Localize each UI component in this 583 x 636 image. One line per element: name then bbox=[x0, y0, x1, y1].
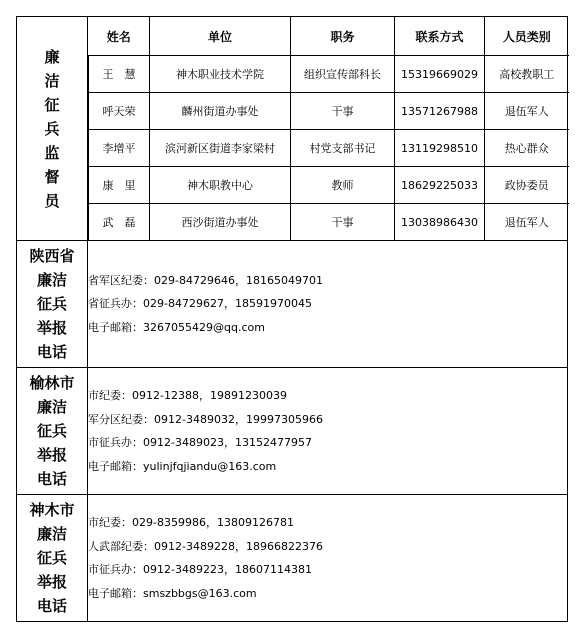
cell-name: 呼天荣 bbox=[89, 93, 150, 130]
label-line: 举报 bbox=[36, 319, 67, 337]
header-name: 姓名 bbox=[89, 17, 150, 56]
contact-line: 省征兵办：029-84729627，18591970045 bbox=[88, 297, 312, 311]
supervisor-block bbox=[17, 17, 568, 241]
supervisor-list bbox=[88, 17, 569, 240]
label-line: 廉洁 bbox=[36, 398, 67, 416]
cell-unit: 西沙街道办事处 bbox=[150, 204, 291, 241]
contact-line: 市纪委：029-8359986，13809126781 bbox=[88, 516, 294, 529]
cell-name: 武 磊 bbox=[89, 204, 150, 241]
hotline-section-province bbox=[17, 241, 568, 368]
label-line: 廉洁 bbox=[36, 525, 67, 543]
cell-category: 政协委员 bbox=[485, 167, 569, 204]
contact-line: 军分区纪委：0912-3489032，19997305966 bbox=[88, 412, 323, 426]
cell-position: 教师 bbox=[291, 167, 395, 204]
label-line: 举报 bbox=[36, 573, 67, 591]
cell-unit: 麟州街道办事处 bbox=[150, 93, 291, 130]
label-line: 征兵 bbox=[36, 422, 67, 440]
cell-category: 退伍军人 bbox=[485, 93, 569, 130]
cell-name: 康 里 bbox=[89, 167, 150, 204]
header-category: 人员类别 bbox=[485, 17, 569, 56]
side-char: 员 bbox=[44, 191, 60, 210]
side-char: 兵 bbox=[44, 119, 60, 138]
contact-line: 省军区纪委：029-84729646，18165049701 bbox=[88, 273, 323, 287]
header-row bbox=[89, 17, 569, 56]
label-line: 陕西省 bbox=[29, 247, 75, 265]
cell-position: 干事 bbox=[291, 204, 395, 241]
supervision-table bbox=[16, 16, 568, 622]
contact-line: 电子邮箱：3267055429@qq.com bbox=[88, 320, 265, 334]
cell-name: 李增平 bbox=[89, 130, 150, 167]
label-line: 举报 bbox=[36, 446, 67, 464]
header-contact: 联系方式 bbox=[395, 17, 485, 56]
section-label bbox=[17, 368, 88, 495]
section-contacts bbox=[88, 368, 568, 495]
cell-position: 村党支部书记 bbox=[291, 130, 395, 167]
header-position: 职务 bbox=[291, 17, 395, 56]
side-char: 征 bbox=[44, 95, 60, 114]
cell-category: 高校教职工 bbox=[485, 56, 569, 93]
cell-category: 退伍军人 bbox=[485, 204, 569, 241]
contact-line: 市征兵办：0912-3489023，13152477957 bbox=[88, 436, 312, 449]
label-line: 电话 bbox=[36, 343, 67, 361]
cell-unit: 滨河新区街道李家梁村 bbox=[150, 130, 291, 167]
contact-line: 市征兵办：0912-3489223，18607114381 bbox=[88, 563, 312, 576]
hotline-section-city bbox=[17, 368, 568, 495]
hotline-section-county bbox=[17, 495, 568, 622]
side-char: 廉 bbox=[44, 47, 60, 66]
cell-phone: 13119298510 bbox=[395, 130, 485, 167]
cell-phone: 15319669029 bbox=[395, 56, 485, 93]
table-row bbox=[89, 130, 569, 167]
cell-position: 组织宣传部科长 bbox=[291, 56, 395, 93]
label-line: 征兵 bbox=[36, 295, 67, 313]
header-unit: 单位 bbox=[150, 17, 291, 56]
label-line: 电话 bbox=[36, 597, 67, 615]
cell-unit: 神木职业技术学院 bbox=[150, 56, 291, 93]
cell-name: 王 慧 bbox=[89, 56, 150, 93]
cell-unit: 神木职教中心 bbox=[150, 167, 291, 204]
section-label bbox=[17, 495, 88, 622]
side-char: 监 bbox=[44, 143, 60, 162]
cell-position: 干事 bbox=[291, 93, 395, 130]
label-line: 榆林市 bbox=[29, 374, 75, 392]
contact-line: 人武部纪委：0912-3489228，18966822376 bbox=[88, 539, 323, 553]
cell-phone: 18629225033 bbox=[395, 167, 485, 204]
label-line: 廉洁 bbox=[36, 271, 67, 289]
table-row bbox=[89, 204, 569, 241]
table-row bbox=[89, 167, 569, 204]
supervisor-list-cell bbox=[88, 17, 568, 241]
cell-phone: 13038986430 bbox=[395, 204, 485, 241]
cell-category: 热心群众 bbox=[485, 130, 569, 167]
section-contacts bbox=[88, 495, 568, 622]
supervisor-side-label bbox=[17, 17, 88, 241]
label-line: 神木市 bbox=[29, 501, 75, 519]
cell-phone: 13571267988 bbox=[395, 93, 485, 130]
contact-line: 电子邮箱：smszbbgs@163.com bbox=[88, 586, 257, 600]
side-char: 督 bbox=[44, 167, 60, 186]
contact-line: 电子邮箱：yulinjfqjiandu@163.com bbox=[88, 459, 277, 473]
label-line: 电话 bbox=[36, 470, 67, 488]
section-label bbox=[17, 241, 88, 368]
table-row bbox=[89, 93, 569, 130]
section-contacts bbox=[88, 241, 568, 368]
contact-line: 市纪委：0912-12388，19891230039 bbox=[88, 389, 287, 402]
label-line: 征兵 bbox=[36, 549, 67, 567]
side-char: 洁 bbox=[44, 71, 60, 90]
table-row bbox=[89, 56, 569, 93]
